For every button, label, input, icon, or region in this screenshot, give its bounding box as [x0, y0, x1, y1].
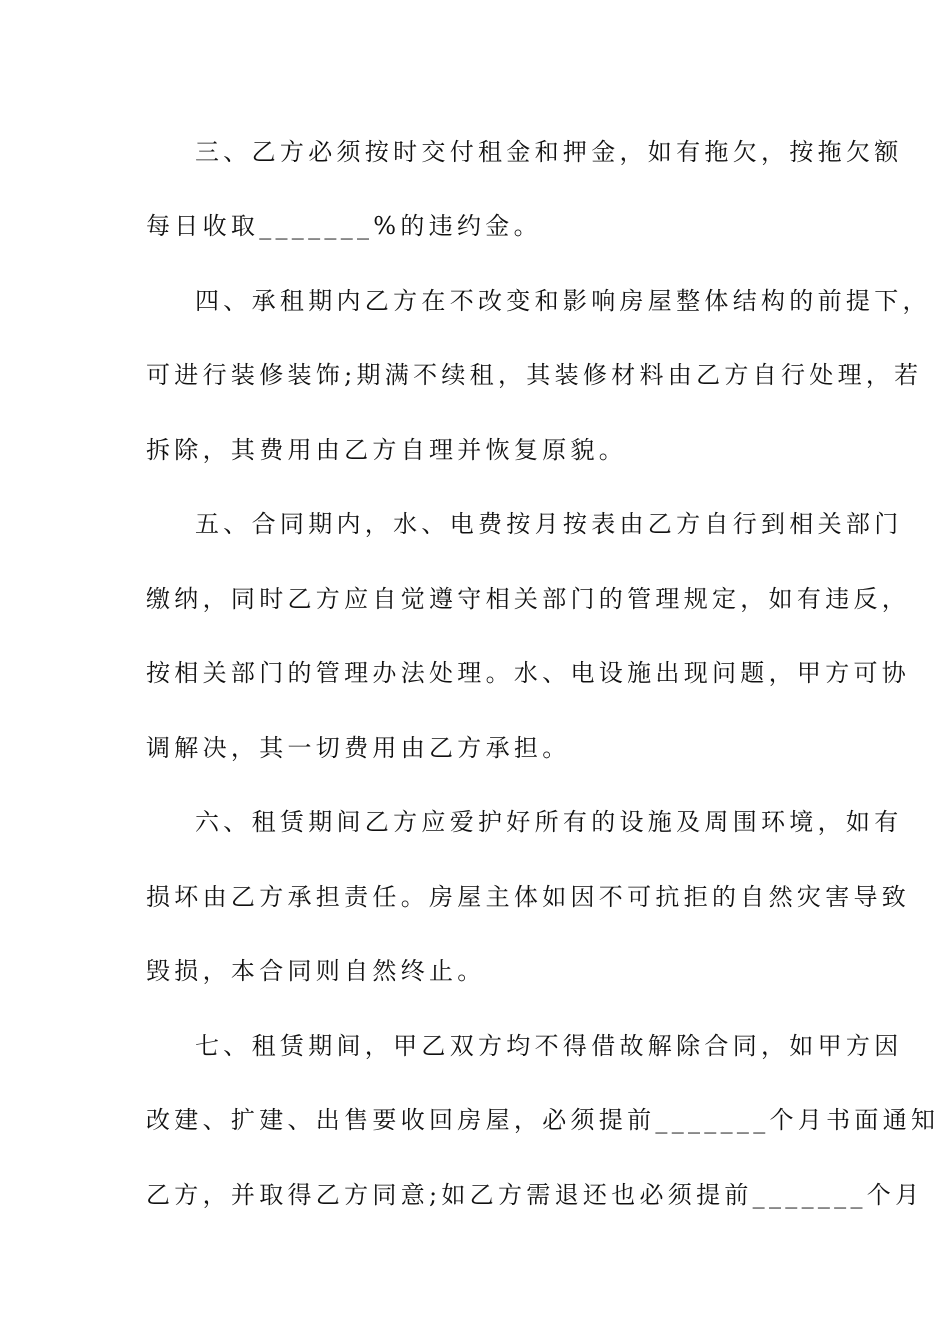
clause-7-line-2: 改建、扩建、出售要收回房屋，必须提前_______个月书面通知	[146, 1106, 940, 1134]
clause-5-line-3: 按相关部门的管理办法处理。水、电设施出现问题，甲方可协	[146, 659, 911, 687]
clause-5-line-1: 五、合同期内，水、电费按月按表由乙方自行到相关部门	[195, 510, 903, 538]
clause-7-line-1: 七、租赁期间，甲乙双方均不得借故解除合同，如甲方因	[195, 1032, 903, 1060]
clause-6-line-3: 毁损，本合同则自然终止。	[146, 957, 486, 985]
clause-3-line-1: 三、乙方必须按时交付租金和押金，如有拖欠，按拖欠额	[195, 138, 903, 166]
clause-4-line-3: 拆除，其费用由乙方自理并恢复原貌。	[146, 436, 628, 464]
clause-5-line-2: 缴纳，同时乙方应自觉遵守相关部门的管理规定，如有违反，	[146, 585, 911, 613]
clause-6-line-2: 损坏由乙方承担责任。房屋主体如因不可抗拒的自然灾害导致	[146, 883, 911, 911]
clause-4-line-1: 四、承租期内乙方在不改变和影响房屋整体结构的前提下，	[195, 287, 931, 315]
clause-7-line-3: 乙方，并取得乙方同意;如乙方需退还也必须提前_______个月	[146, 1181, 924, 1209]
clause-3-line-2: 每日收取_______%的违约金。	[146, 212, 542, 240]
clause-5-line-4: 调解决，其一切费用由乙方承担。	[146, 734, 571, 762]
clause-6-line-1: 六、租赁期间乙方应爱护好所有的设施及周围环境，如有	[195, 808, 903, 836]
clause-4-line-2: 可进行装修装饰;期满不续租，其装修材料由乙方自行处理，若	[146, 361, 923, 389]
